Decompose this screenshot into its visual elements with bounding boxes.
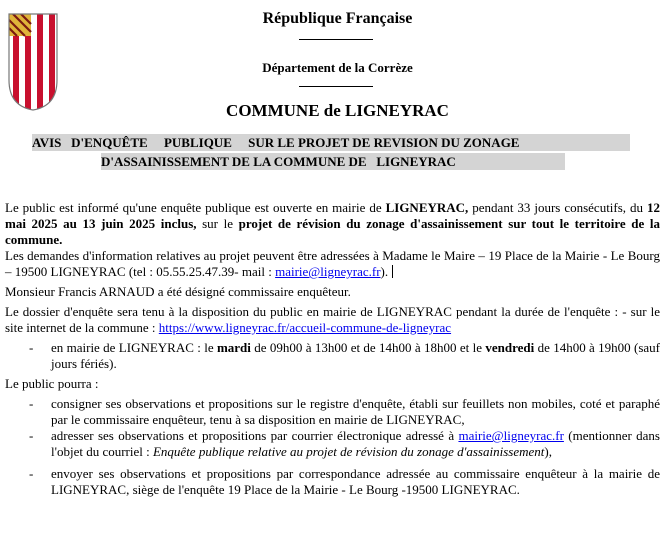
header-divider (299, 86, 373, 87)
list-item: - consigner ses observations et propositions sur le registre d'enquête, établi sur feuillets non mobiles, coté et paraphé par le commissaire enquêteur, tenu à sa disposition en mairie de LIGNEYRAC, (29, 396, 660, 427)
email-link[interactable]: mairie@ligneyrac.fr (275, 264, 381, 279)
coat-of-arms (6, 10, 60, 112)
department-heading: Département de la Corrèze (262, 60, 413, 75)
text-cursor (392, 265, 393, 278)
republic-heading: République Française (262, 10, 413, 27)
email-link[interactable]: mairie@ligneyrac.fr (458, 428, 564, 443)
public-can-paragraph: Le public pourra : (5, 376, 99, 391)
notice-body (5, 200, 660, 498)
hours-item: - en mairie de LIGNEYRAC : le mardi de 09h00 à 13h00 et de 14h00 à 18h00 et le vendredi de 14h00 à 19h00 (sauf jours fériés). (29, 340, 661, 371)
header-divider (299, 39, 373, 40)
website-link[interactable]: https://www.ligneyrac.fr/accueil-commune-de-ligneyrac (158, 320, 452, 335)
intro-paragraph: Le public est informé qu'une enquête publique est ouverte en mairie de LIGNEYRAC, pendant 33 jours consécutifs, du 12 mai 2025 au 13 juin 2025 inclus, sur le projet de révision du zonage d'assainissement sur tout le territoire de la commune. (5, 200, 660, 247)
list-item: - adresser ses observations et propositions par courrier électronique adressé à mairie@ligneyrac.fr (mentionner dans l'objet du courriel : Enquête publique relative au projet de révision du zonage d'assainissement), (29, 428, 660, 459)
contact-paragraph: Les demandes d'information relatives au projet peuvent être adressées à Madame le Maire – 19 Place de la Mairie - Le Bourg – 19500 LIGNEYRAC (tel : 05.55.25.47.39- mail : mairie@ligneyrac.fr). (5, 248, 660, 279)
commissioner-paragraph: Monsieur Francis ARNAUD a été désigné commissaire enquêteur. (5, 284, 351, 299)
notice-title-line-1: AVIS D'ENQUÊTE PUBLIQUE SUR LE PROJET DE REVISION DU ZONAGE (32, 134, 630, 151)
list-item: - envoyer ses observations et propositions par correspondance adressée au commissaire enquêteur à la mairie de LIGNEYRAC, siège de l'enquête 19 Place de la Mairie - Le Bourg -19500 LIGNEYRAC. (29, 466, 660, 497)
notice-title-line-2: D'ASSAINISSEMENT DE LA COMMUNE DE LIGNEYRAC (101, 153, 565, 170)
commune-heading: COMMUNE de LIGNEYRAC (226, 101, 449, 120)
dossier-paragraph: Le dossier d'enquête sera tenu à la disposition du public en mairie de LIGNEYRAC pendant la durée de l'enquête : - sur le site internet de la commune : https://www.ligneyrac.fr/accueil-commune-de-ligneyrac (5, 304, 660, 335)
